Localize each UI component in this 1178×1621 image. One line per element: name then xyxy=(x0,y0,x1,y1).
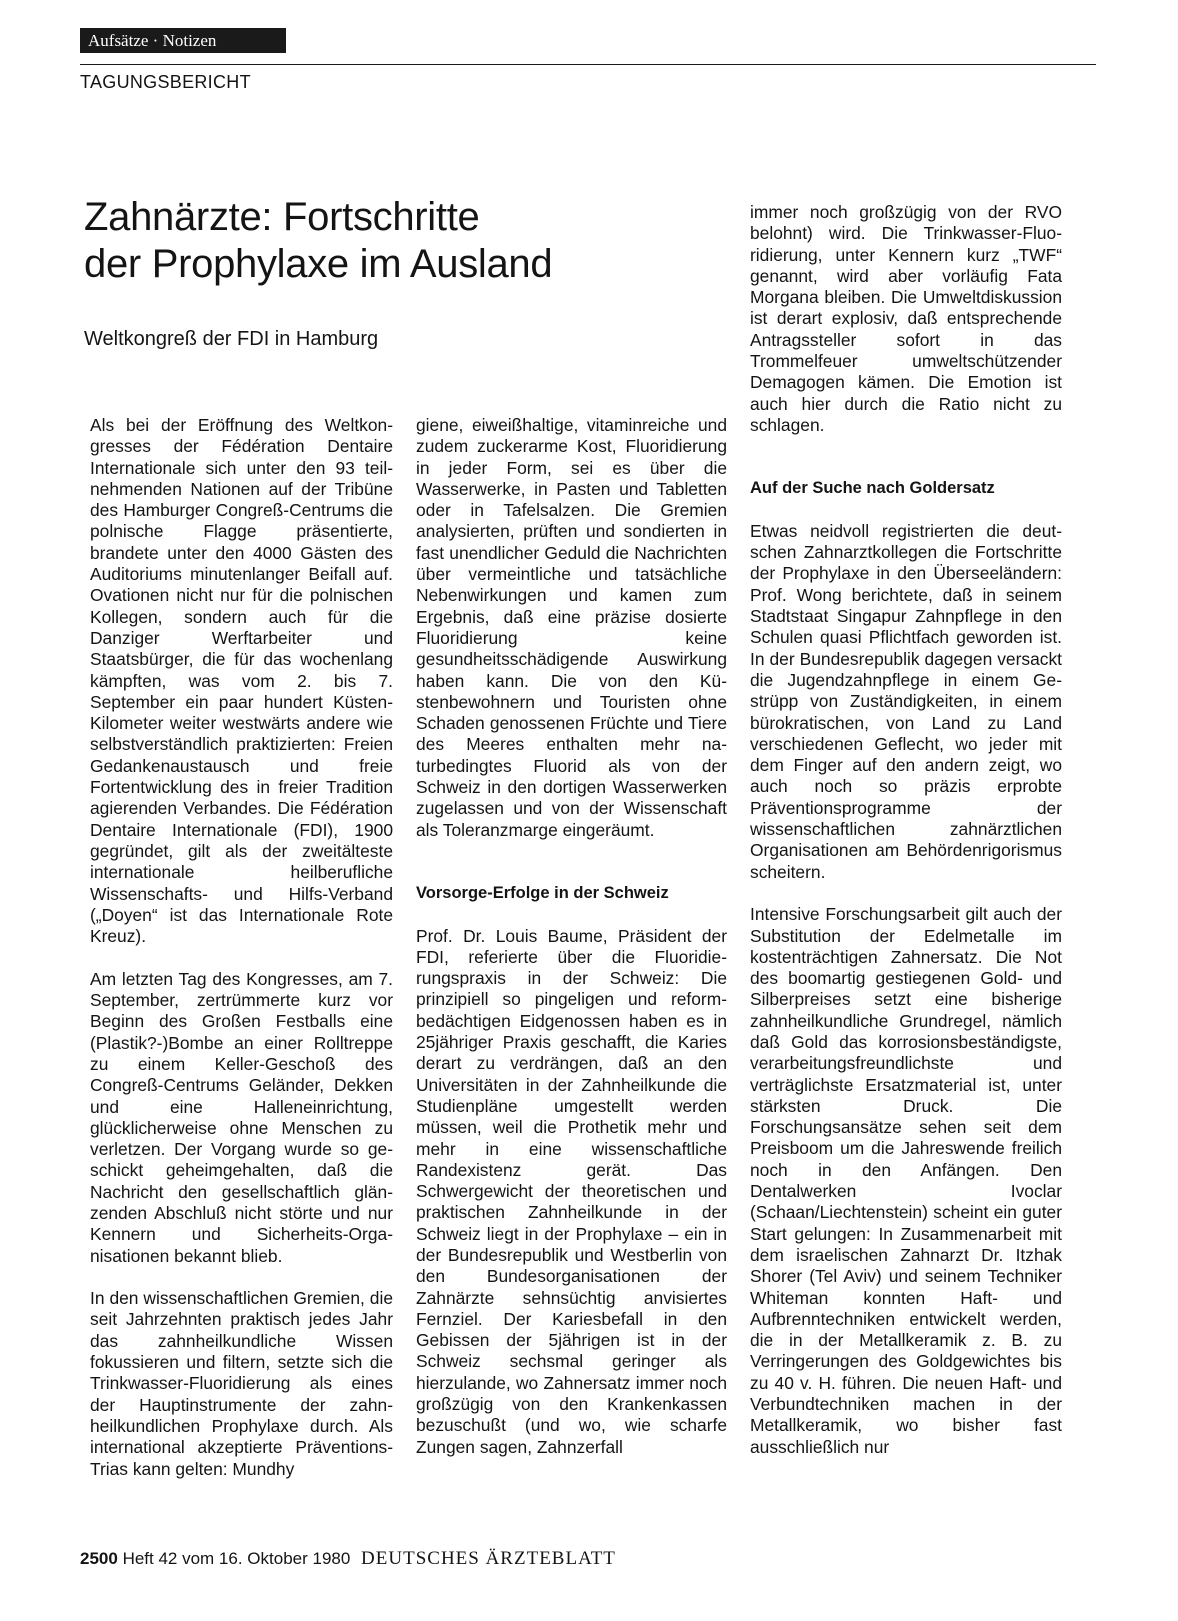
text-column-1 xyxy=(90,415,393,1501)
paragraph: giene, eiweißhaltige, vitaminreiche und zudem zuckerarme Kost, Fluoridierung in jeder Form, sei es über die Wasserwerke, in Pasten und Tabletten oder in Tafelsalzen. Die Gremien analysierten, prüften und sondierten in fast unendlicher Geduld die Nachrichten über vermeintliche und tatsächliche Nebenwirkungen und kamen zum Ergebnis, daß eine präzise dosierte Fluoridierung keine gesundheitsschädigende Auswirkung haben kann. Die von den Küstenbewohnern und Touristen ohne Schaden genossenen Früchte und Tiere des Meeres enthalten mehr naturbedingtes Fluorid als von der Schweiz in den dortigen Wasserwerken zugelassen und von der Wissenschaft als Toleranzmarge eingeräumt. xyxy=(416,415,727,840)
header-rule xyxy=(80,64,1096,65)
article-subtitle: Weltkongreß der FDI in Hamburg xyxy=(84,328,379,350)
kicker: TAGUNGSBERICHT xyxy=(80,72,251,92)
journal-name: DEUTSCHES ÄRZTEBLATT xyxy=(361,1548,616,1569)
issue-info: Heft 42 vom 16. Oktober 1980 xyxy=(122,1549,351,1568)
paragraph: Am letzten Tag des Kongresses, am 7. September, zertrümmerte kurz vor Beginn des Großen Festballs eine (Plastik?-)Bombe an einer Rolltreppe zu einem Keller-Geschoß des Congreß-Centrums Geländer, Dekken und eine Halleneinrichtung, glücklicherweise ohne Menschen zu verletzen. Der Vorgang wurde so geschickt geheimgehalten, daß die Nachricht den gesellschaftlich glänzenden Abschluß nicht störte und nur Kennern und Sicherheits-Organisationen bekannt blieb. xyxy=(90,968,393,1266)
paragraph: Als bei der Eröffnung des Weltkongresses der Fédération Dentaire Internationale sich unter den 93 teilnehmenden Nationen auf der Tribüne des Hamburger Congreß-Centrums die polnische Flagge präsentierte, brandete unter den 4000 Gästen des Auditoriums minutenlanger Beifall auf. Ovationen nicht nur für die polnischen Kollegen, sondern auch für die Danziger Werftarbeiter und Staatsbürger, die für das wochenlang kämpften, was vom 2. bis 7. September ein paar hundert Küsten-Kilometer weiter westwärts andere wie selbstverständlich praktizierten: Freien Gedankenaustausch und freie Fortentwicklung des in freier Tradition agierenden Verbandes. Die Fédération Dentaire Internationale (FDI), 1900 gegründet, gilt als der zweitälteste internationale heilberufliche Wissenschafts- und Hilfs-Verband („Doyen“ ist das Internationale Rote Kreuz). xyxy=(90,415,393,947)
section-tag: Aufsätze · Notizen xyxy=(80,28,286,53)
title-line-2: der Prophylaxe im Ausland xyxy=(84,242,553,286)
text-column-3 xyxy=(750,202,1062,1479)
paragraph: Prof. Dr. Louis Baume, Präsident der FDI, referierte über die Fluoridierungspraxis in der Schweiz: Die prinzipiell so pingeligen und reformbedächtigen Eidgenossen haben es in 25jähriger Praxis geschafft, die Karies derart zu verdrängen, daß an den Universitäten in der Zahnheilkunde die Studienpläne umgestellt werden müssen, weil die Prothetik mehr und mehr in eine wissenschaftliche Randexistenz gerät. Das Schwergewicht der theoretischen und praktischen Zahnheilkunde in der Schweiz liegt in der Prophylaxe – ein in der Bundesrepublik und Westberlin von den Bundesorganisationen der Zahnärzte sehnsüchtig anvisiertes Fernziel. Der Kariesbefall in den Gebissen der 5jährigen ist in der Schweiz sechsmal geringer als hierzulande, wo Zahnersatz immer noch großzügig von den Krankenkassen bezuschußt (und wo, wie scharfe Zungen sagen, Zahnzerfall xyxy=(416,925,727,1457)
paragraph: Intensive Forschungsarbeit gilt auch der Substitution der Edelmetalle im kostenträchtigen Zahnersatz. Die Not des boomartig gestiegenen Gold- und Silberpreises setzt eine bisherige zahnheilkundliche Grundregel, nämlich daß Gold das korrosionsbeständigste, verarbeitungsfreundlichste und verträglichste Ersatzmaterial ist, unter stärksten Druck. Die Forschungsansätze sehen seit dem Preisboom um die Jahreswende freilich noch in den Anfängen. Den Dentalwerken Ivoclar (Schaan/Liechtenstein) scheint ein guter Start gelungen: In Zusammenarbeit mit dem israelischen Zahnarzt Dr. Itzhak Shorer (Tel Aviv) und seinem Techniker Whiteman konnten Haft- und Aufbrenntechniken entwickelt werden, die in der Metallkeramik z. B. zu Verringerungen des Goldgewichtes bis zu 40 v. H. führen. Die neuen Haft- und Verbundtechniken machen in der Metallkeramik, wo bisher fast ausschließlich nur xyxy=(750,904,1062,1457)
paragraph: Etwas neidvoll registrierten die deutschen Zahnarztkollegen die Fortschritte der Prophylaxe in den Überseeländern: Prof. Wong berichtete, daß in seinem Stadtstaat Singapur Zahnpflege in den Schulen quasi Pflichtfach geworden ist. In der Bundesrepublik dagegen versackt die Jugendzahnpflege in einem Gestrüpp von Zuständigkeiten, in einem bürokratischen, von Land zu Land verschiedenen Geflecht, wo jeder mit dem Finger auf den andern zeigt, wo auch noch so präzis erprobte Präventionsprogramme der wissenschaftlichen zahnärztlichen Organisationen am Behördenrigorismus scheitern. xyxy=(750,520,1062,882)
section-heading: Auf der Suche nach Goldersatz xyxy=(750,479,995,498)
section-heading: Vorsorge-Erfolge in der Schweiz xyxy=(416,883,669,902)
page-number: 2500 xyxy=(80,1549,118,1568)
text-column-2 xyxy=(416,415,727,1479)
title-line-1: Zahnärzte: Fortschritte xyxy=(84,195,480,239)
article-title xyxy=(84,194,704,288)
page-footer xyxy=(80,1548,616,1570)
paragraph: immer noch großzügig von der RVO belohnt) wird. Die Trinkwasser-Fluoridierung, unter Kennern kurz „TWF“ genannt, wird aber vorläufig Fata Morgana bleiben. Die Umweltdiskussion ist derart explosiv, daß entsprechende Antragssteller sofort in das Trommelfeuer umweltschützender Demagogen kämen. Die Emotion ist auch hier durch die Ratio nicht zu schlagen. xyxy=(750,202,1062,435)
paragraph: In den wissenschaftlichen Gremien, die seit Jahrzehnten praktisch jedes Jahr das zahnheilkundliche Wissen fokussieren und filtern, setzte sich die Trinkwasser-Fluoridierung als eines der Hauptinstrumente der zahnheilkundlichen Prophylaxe durch. Als international akzeptierte Präventions-Trias kann gelten: Mundhy xyxy=(90,1288,393,1479)
